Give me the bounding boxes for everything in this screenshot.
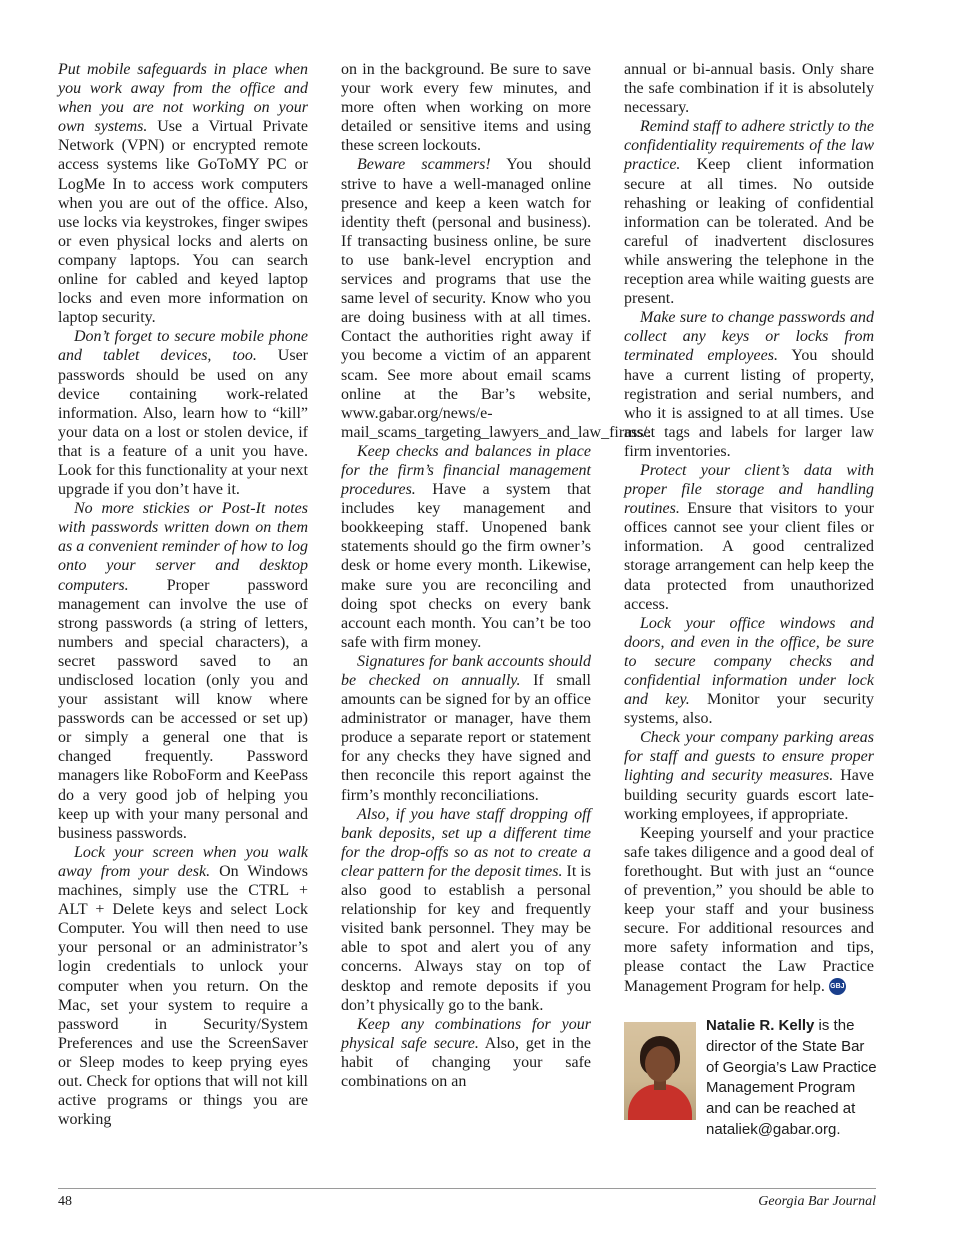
author-photo [624, 1022, 696, 1120]
gbj-end-mark-icon: GBJ [829, 978, 846, 995]
paragraph [341, 60, 591, 155]
paragraph [58, 843, 308, 1129]
paragraph [624, 117, 874, 308]
paragraph-lead: Remind staff to adhere strictly to the confidentiality requirements of the law practice. [624, 118, 874, 174]
paragraph [624, 824, 874, 996]
author-bio-body: is the director of the State Bar of Georgia’s Law Practice Management Program and can be reached at nataliek@gabar.org. [706, 1017, 877, 1138]
paragraph-lead: Keep checks and balances in place for the firm’s financial management procedures. [341, 442, 591, 499]
paragraph-lead: No more stickies or Post-It notes with passwords written down on them as a convenient reminder of how to log onto your server and desktop computers. [58, 500, 308, 594]
paragraph [58, 499, 308, 843]
paragraph [624, 60, 874, 117]
paragraph-body: Proper password management can involve the use of strong passwords (a string of letters, numbers and special characters), a secret password saved to an undisclosed location (only you and your assistant will know where passwords can be accessed or set up) or simply a general one that is changed frequently. Password managers like RoboForm and KeePass do a very good job of helping you keep up with your many personal and business passwords. [58, 576, 308, 842]
article-column-2 [341, 60, 652, 1091]
paragraph [624, 308, 874, 461]
paragraph [341, 1015, 591, 1091]
paragraph-lead: Also, if you have staff dropping off bank deposits, set up a different time for the drop-offs so as not to create a clear pattern for the deposit times. [341, 805, 591, 880]
footer-divider [58, 1188, 876, 1189]
paragraph-body: User passwords should be used on any device containing work-related information. Also, learn how to “kill” your data on a lost or stolen device, if that is a feature of a unit you have. Look for this functionality at your next upgrade if you don’t have it. [58, 347, 308, 499]
paragraph-lead: Beware scammers! [357, 156, 491, 174]
paragraph [341, 442, 591, 652]
paragraph-body: Have a system that includes key management and bookkeeping staff. Unopened bank statements should go the firm owner’s desk or home every month. Likewise, make sure you are reconciling and doing spot checks on every bank account each month. You can’t be too safe with firm money. [341, 481, 591, 651]
paragraph-lead: Protect your client’s data with proper file storage and handling routines. [624, 461, 874, 518]
paragraph-lead: Check your company parking areas for staff and guests to ensure proper lighting and security measures. [624, 729, 874, 785]
paragraph-body: Keep client information secure at all times. No outside rehashing or leaking of confidential information can be tolerated. And be careful of inadvertent disclosures while answering the telephone in the reception area while waiting guests are present. [624, 156, 874, 308]
paragraph-body: If small amounts can be signed for by an office administrator or manager, have them produce a separate report or statement for any checks they have signed and then reconcile this report against the firm’s monthly reconciliations. [341, 672, 592, 804]
paragraph-lead: Lock your screen when you walk away from your desk. [58, 843, 308, 880]
paragraph [624, 728, 874, 823]
paragraph-lead: Signatures for bank accounts should be checked on annually. [341, 652, 591, 689]
paragraph [624, 461, 874, 614]
paragraph-body: annual or bi-annual basis. Only share the safe combination if it is absolutely necessary. [624, 61, 874, 117]
paragraph-body: It is also good to establish a personal relationship for key and frequently visited bank personnel. They may be able to spot and alert you of any concerns. Always stay on top of desktop and remote deposits if you don’t physically go to the bank. [341, 862, 591, 1014]
paragraph-body: Also, get in the habit of changing your safe combinations on an [341, 1034, 591, 1090]
article-column-1 [58, 60, 308, 1129]
paragraph [341, 155, 652, 441]
journal-name: Georgia Bar Journal [758, 1194, 876, 1209]
paragraph-body: Have building security guards escort late-working employees, if appropriate. [624, 767, 874, 823]
paragraph-lead: Put mobile safeguards in place when you work away from the office and when you are not working on your own systems. [58, 61, 308, 136]
paragraph [341, 805, 591, 1015]
paragraph-lead: Don’t forget to secure mobile phone and tablet devices, too. [58, 328, 308, 365]
author-bio-text [706, 1016, 878, 1141]
paragraph [58, 60, 308, 327]
author-name: Natalie R. Kelly [706, 1017, 815, 1034]
paragraph-lead: Make sure to change passwords and collect any keys or locks from terminated employees. [624, 309, 874, 365]
paragraph-body: on in the background. Be sure to save your work every few minutes, and more often when working on more detailed or sensitive items and using these screen lockouts. [341, 61, 591, 155]
paragraph [624, 614, 874, 729]
paragraph-lead: Keep any combinations for your physical safe secure. [341, 1015, 591, 1052]
paragraph-body: On Windows machines, simply use the CTRL + ALT + Delete keys and select Lock Computer. You will then need to use your personal or an administrator’s login credentials to unlock your computer when you return. On the Mac, set your system to require a password in Security/System Preferences and use the ScreenSaver or Sleep modes to keep prying eyes out. Check for options that will not kill active programs or things you are working [58, 862, 308, 1129]
page-number: 48 [58, 1194, 72, 1209]
paragraph-body: Keeping yourself and your practice safe takes diligence and a good deal of forethought. But with just an “ounce of prevention,” you should be able to keep your staff and your business secure. For additional resources and more safety information and tips, please contact the Law Practice Management Program for help. [624, 824, 874, 995]
paragraph [341, 652, 591, 805]
paragraph-body: Ensure that visitors to your offices cannot see your client files or information. A good centralized storage arrangement can help keep the data protected from unauthorized access. [624, 500, 874, 613]
paragraph-lead: Lock your office windows and doors, and even in the office, be sure to secure company checks and confidential information under lock and key. [624, 614, 874, 709]
paragraph-body: You should strive to have a well-managed online presence and keep a keen watch for identity theft (personal and business). If transacting business online, be sure to use bank-level encryption and services and programs that use the same level of security. Know who you are doing business with at all times. Contact the authorities right away if you become a victim of an apparent scam. See more about email scams online at the Bar’s website, www.gabar.org/news/e-mail_scams_targeting_lawyers_and_law_firms/. [341, 156, 652, 441]
paragraph-body: Use a Virtual Private Network (VPN) or encrypted remote access systems like GoToMY PC or LogMe In to access work computers when you are out of the office. Also, use locks via keystrokes, finger swipes or even physical locks and alerts on company laptops. You can search online for cabled and keyed laptop locks and even more information on laptop security. [58, 118, 308, 327]
article-column-3 [624, 60, 874, 996]
paragraph-body: You should have a current listing of property, registration and serial numbers, and who it is assigned to at all times. Use asset tags and labels for larger law firm inventories. [624, 347, 875, 460]
paragraph [58, 327, 308, 499]
paragraph-body: Monitor your security systems, also. [624, 691, 875, 728]
author-bio [624, 1016, 876, 1156]
